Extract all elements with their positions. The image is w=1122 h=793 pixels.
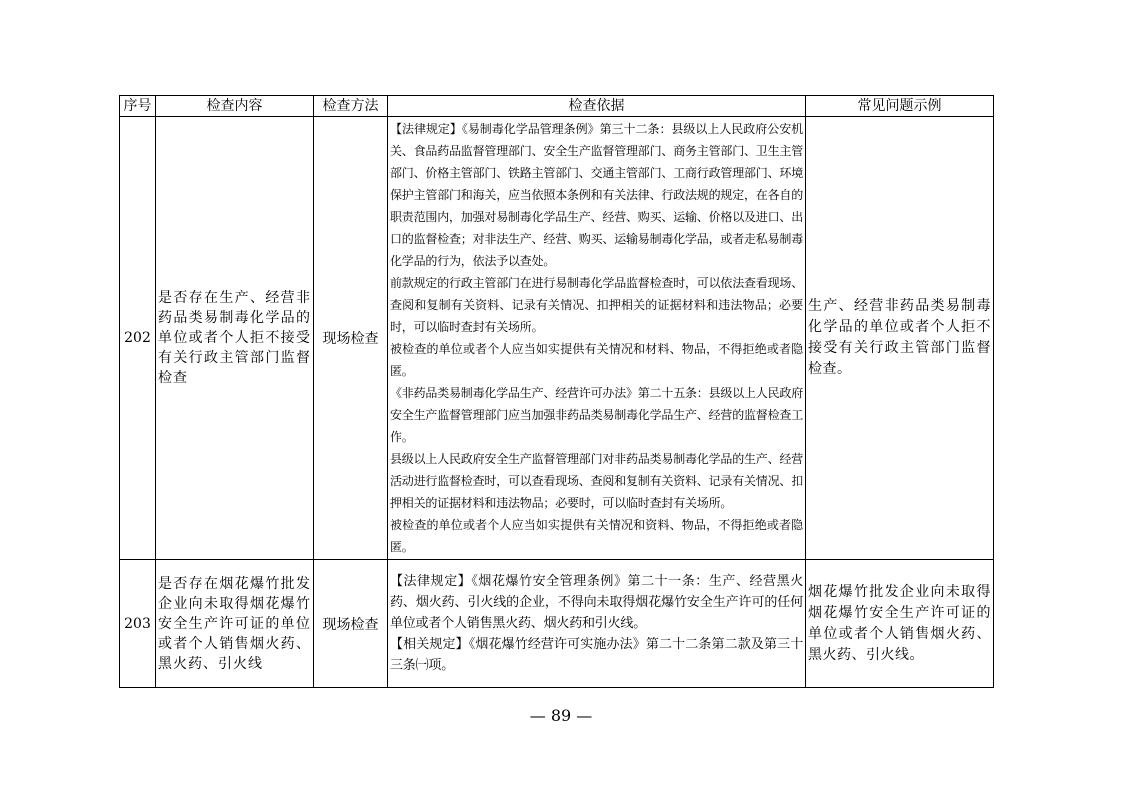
table-header-row [120, 96, 994, 117]
row-number: 203 [120, 560, 156, 688]
basis-paragraph: 被检查的单位或者个人应当如实提供有关情况和资料、物品，不得拒绝或者隐匿。 [390, 518, 803, 554]
check-content: 是否存在烟花爆竹批发企业向未取得烟花爆竹安全生产许可证的单位或者个人销售烟火药、黑火药、引火线 [156, 560, 314, 688]
basis-paragraph: 被检查的单位或者个人应当如实提供有关情况和材料、物品，不得拒绝或者隐匿。 [390, 342, 803, 378]
basis-paragraph: 县级以上人民政府安全生产监督管理部门对非药品类易制毒化学品的生产、经营活动进行监督检查时，可以查看现场、查阅和复制有关资料、记录有关情况、扣押相关的证据材料和违法物品；必要时，可以临时查封有关场所。 [390, 452, 804, 510]
header-issues: 常见问题示例 [806, 96, 994, 117]
table-row [120, 117, 994, 560]
page-number: — 89 — [529, 706, 593, 725]
common-issue: 烟花爆竹批发企业向未取得烟花爆竹安全生产许可证的单位或者个人销售烟火药、黑火药、引火线。 [806, 560, 994, 688]
check-method: 现场检查 [314, 560, 388, 688]
basis-paragraph: 【相关规定】《烟花爆竹经营许可实施办法》第二十二条第二款及第三十三条㈠项。 [390, 637, 803, 673]
check-content: 是否存在生产、经营非药品类易制毒化学品的单位或者个人拒不接受有关行政主管部门监督检查 [156, 117, 314, 560]
basis-paragraph: 【法律规定】《烟花爆竹安全管理条例》第二十一条：生产、经营黑火药、烟火药、引火线的企业，不得向未取得烟花爆竹安全生产许可的任何单位或者个人销售黑火药、烟火药和引火线。 [390, 574, 803, 631]
header-method: 检查方法 [314, 96, 388, 117]
table-row [120, 560, 994, 688]
check-method: 现场检查 [314, 117, 388, 560]
inspection-table [119, 95, 994, 688]
basis-paragraph: 《非药品类易制毒化学品生产、经营许可办法》第二十五条：县级以上人民政府安全生产监督管理部门应当加强非药品类易制毒化学品生产、经营的监督检查工作。 [390, 386, 804, 444]
header-basis: 检查依据 [388, 96, 806, 117]
common-issue: 生产、经营非药品类易制毒化学品的单位或者个人拒不接受有关行政主管部门监督检查。 [806, 117, 994, 560]
check-basis [388, 560, 806, 688]
basis-paragraph: 【法律规定】《易制毒化学品管理条例》第三十二条：县级以上人民政府公安机关、食品药品监督管理部门、安全生产监督管理部门、商务主管部门、卫生主管部门、价格主管部门、铁路主管部门、交通主管部门、工商行政管理部门、环境保护主管部门和海关，应当依照本条例和有关法律、行政法规的规定，在各自的职责范围内，加强对易制毒化学品生产、经营、购买、运输、价格以及进口、出口的监督检查；对非法生产、经营、购买、运输易制毒化学品，或者走私易制毒化学品的行为，依法予以查处。 [390, 122, 804, 268]
header-no: 序号 [120, 96, 156, 117]
header-content: 检查内容 [156, 96, 314, 117]
basis-paragraph: 前款规定的行政主管部门在进行易制毒化学品监督检查时，可以依法查看现场、查阅和复制有关资料、记录有关情况、扣押相关的证据材料和违法物品；必要时，可以临时查封有关场所。 [390, 276, 804, 334]
row-number: 202 [120, 117, 156, 560]
check-basis [388, 117, 806, 560]
